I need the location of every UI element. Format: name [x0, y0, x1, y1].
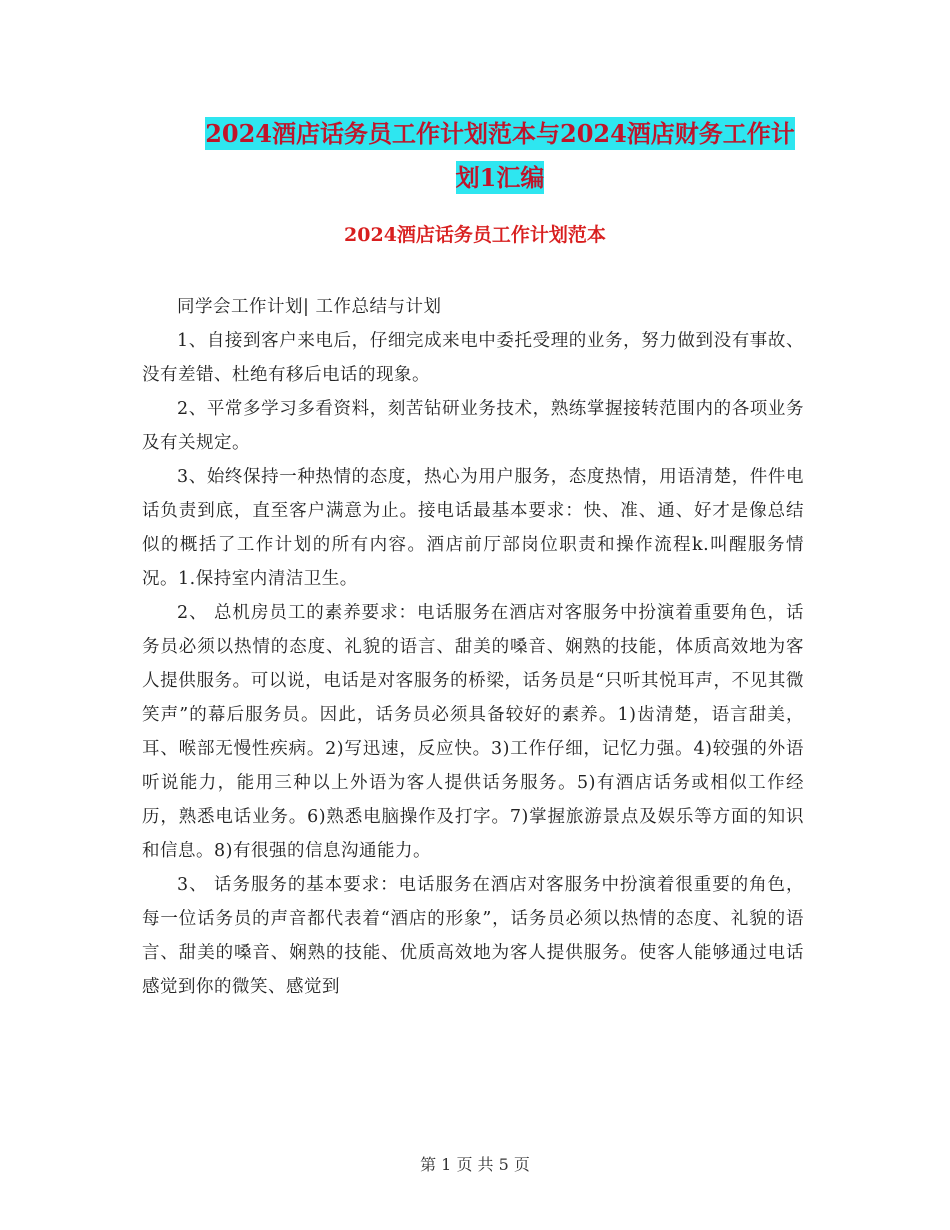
paragraph: 2、 总机房员工的素养要求：电话服务在酒店对客服务中扮演着重要角色，话务员必须以热情的态度、礼貌的语言、甜美的嗓音、娴熟的技能，体质高效地为客人提供服务。可以说，电话是对客服务的桥梁，话务员是“只听其悦耳声，不见其微笑声”的幕后服务员。因此，话务员必须具备较好的素养。1)齿清楚，语言甜美，耳、喉部无慢性疾病。2)写迅速，反应快。3)工作仔细，记忆力强。4)较强的外语听说能力，能用三种以上外语为客人提供话务服务。5)有酒店话务或相似工作经历，熟悉电话业务。6)熟悉电脑操作及打字。7)掌握旅游景点及娱乐等方面的知识和信息。8)有很强的信息沟通能力。 [142, 603, 804, 861]
paragraph: 3、 话务服务的基本要求：电话服务在酒店对客服务中扮演着很重要的角色，每一位话务员的声音都代表着“酒店的形象”，话务员必须以热情的态度、礼貌的语言、甜美的嗓音、娴熟的技能、优质高效地为客人提供服务。使客人能够通过电话感觉到你的微笑、感觉到 [142, 875, 804, 997]
document-body [142, 290, 804, 1004]
document-title [140, 112, 860, 200]
paragraph: 3、始终保持一种热情的态度，热心为用户服务，态度热情，用语清楚，件件电话负责到底，直至客户满意为止。接电话最基本要求：快、准、通、好才是像总结似的概括了工作计划的所有内容。酒店前厅部岗位职责和操作流程k.叫醒服务情况。1.保持室内清洁卫生。 [142, 467, 804, 589]
paragraph: 2、平常多学习多看资料，刻苦钻研业务技术，熟练掌握接转范围内的各项业务及有关规定。 [142, 399, 804, 453]
paragraph: 同学会工作计划| 工作总结与计划 [177, 297, 442, 317]
title-line-1: 2024酒店话务员工作计划范本与2024酒店财务工作计 [205, 119, 795, 148]
title-line-2: 划1汇编 [455, 163, 545, 192]
section-title: 2024酒店话务员工作计划范本 [344, 224, 606, 246]
page-footer: 第 1 页 共 5 页 [420, 1155, 530, 1174]
paragraph: 1、自接到客户来电后，仔细完成来电中委托受理的业务，努力做到没有事故、没有差错、杜绝有移后电话的现象。 [142, 331, 804, 385]
